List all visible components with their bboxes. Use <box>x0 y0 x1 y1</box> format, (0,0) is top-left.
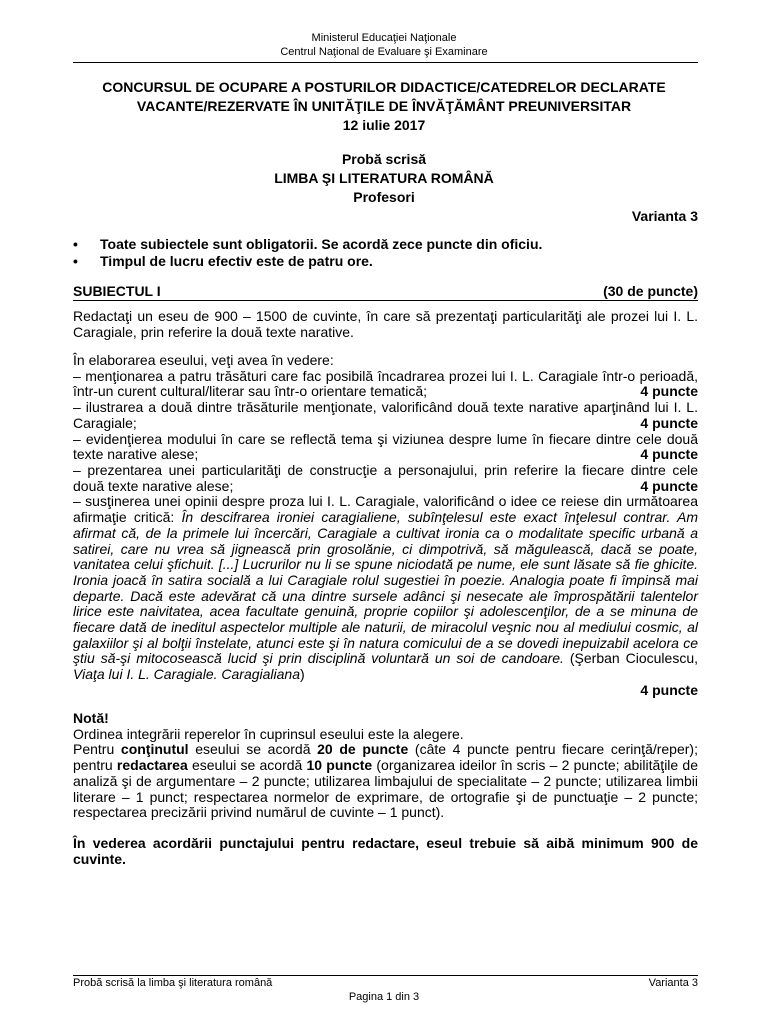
footer-left: Probă scrisă la limba şi literatura română <box>73 977 273 989</box>
requirement-critical-quote: – susţinerea unei opinii despre proza lui I. L. Caragiale, valorificând o idee ce reiese din următoarea afirmaţie critică: În descifrarea ironiei caragialiene, subînţelesul este exact înţelesul contrar. Am afirmat că, de la primele lui încercări, Caragiale a cultivat ironia ca o modalitate specific urbană a satirei, care nu vrea să jignească prin grosolănie, ci dimpotrivă, să măgulească, dacă se poate, vanitatea celui şfichuit. [...] Lucrurilor nu li se spune niciodată pe nume, ele sunt lăsate să fie ghicite. Ironia joacă în satira socială a lui Caragiale rolul sugestiei în poezie. Analogia poate fi împinsă mai departe. Dacă este adevărat că una dintre sursele adânci şi nesecate ale împrospătării talentelor lirice este naivitatea, acea facultate genuină, proprie copiilor şi adolescenţilor, de a se minuna de fiecare dată de ineditul aspectelor multiple ale naturii, de miracolul veşnic nou al mediului cosmic, al galaxiilor şi al bolţii înstelate, atunci este şi în natura comicului de a se dovedi inepuizabil acelora ce ştiu să-şi mitocosească lucid şi prin disciplină voluntară un soi de candoare. (Şerban Cioculescu, Viaţa lui I. L. Caragiale. Caragialiana) <box>73 493 698 683</box>
requirement-text: – menţionarea a patru trăsături care fac posibilă încadrarea prozei lui I. L. Caragiale într-o perioadă, într-un curent cultural/literar sau într-o orientare tematică; <box>73 367 698 400</box>
section-heading <box>73 283 698 301</box>
note-scoring: Pentru conţinutul eseului se acordă 20 de puncte (câte 4 puncte pentru fiecare cerinţă/reper); pentru redactarea eseului se acordă 10 puncte (organizarea ideilor în scris – 2 puncte; abilităţile de analiză şi de argumentare – 2 puncte; utilizarea limbajului de specialitate – 2 puncte; utilizarea limbii literare – 1 punct; respectarea normelor de exprimare, de ortografie şi de punctuaţie – 2 puncte; respectarea precizării privind numărul de cuvinte – 1 punct). <box>73 741 698 821</box>
requirement-points: 4 puncte <box>640 383 698 400</box>
title-line-1: CONCURSUL DE OCUPARE A POSTURILOR DIDACTICE/CATEDRELOR DECLARATE <box>102 79 666 95</box>
exam-audience: Profesori <box>353 189 415 205</box>
note-heading: Notă! <box>73 710 109 726</box>
requirement-points: 4 puncte <box>640 477 698 494</box>
footer-divider <box>73 975 698 976</box>
requirements-list <box>73 353 698 699</box>
bullet-icon: • <box>73 236 78 252</box>
footer-right: Varianta 3 <box>648 977 698 989</box>
variant-label: Varianta 3 <box>631 208 698 224</box>
requirement-text: – evidenţierea modului în care se reflectă tema şi viziunea despre lume în fiecare dintre cele două texte narative alese; <box>73 430 698 463</box>
title-date: 12 iulie 2017 <box>342 117 426 133</box>
requirement-text: – prezentarea unei particularităţi de construcţie a personajului, prin referire la fiecare dintre cele două texte narative alese; <box>73 461 698 494</box>
note-order: Ordinea integrării reperelor în cuprinsul eseului este la alegere. <box>73 725 464 742</box>
note-block <box>73 711 698 867</box>
requirement-points: 4 puncte <box>640 414 698 431</box>
title-line-2: VACANTE/REZERVATE ÎN UNITĂŢILE DE ÎNVĂŢĂMÂNT PREUNIVERSITAR <box>136 98 632 114</box>
requirements-title: În elaborarea eseului, veţi avea în vedere: <box>73 352 334 368</box>
requirement-text: – ilustrarea a două dintre trăsăturile menţionate, valorificând două texte narative aparţinând lui I. L. Caragiale; <box>73 399 698 431</box>
requirement-points: 4 puncte <box>640 681 698 698</box>
exam-subject: LIMBA ŞI LITERATURA ROMÂNĂ <box>274 170 494 186</box>
exam-type: Probă scrisă <box>341 151 427 167</box>
section-points: (30 de puncte) <box>603 283 698 299</box>
header-ministry: Ministerul Educaţiei Naţionale <box>311 32 457 44</box>
essay-task: Redactaţi un eseu de 900 – 1500 de cuvinte, în care să prezentaţi particularităţi ale prozei lui I. L. Caragiale, prin referire la două texte narative. <box>73 308 698 340</box>
requirement-points: 4 puncte <box>640 446 698 463</box>
quote-source: Viaţa lui I. L. Caragiale. Caragialiana <box>73 666 300 683</box>
header-center: Centrul Naţional de Evaluare şi Examinare <box>280 46 488 58</box>
bullet-icon: • <box>73 253 78 269</box>
note-minimum-words: În vederea acordării punctajului pentru redactare, eseul trebuie să aibă minimum 900 de cuvinte. <box>73 834 698 867</box>
section-name: SUBIECTUL I <box>73 283 161 299</box>
header-divider <box>73 62 698 63</box>
critic-quote: În descifrarea ironiei caragialiene, subînţelesul este exact înţelesul contrar. Am afirmat că, de la primele lui încercări, Caragiale a cultivat ironia ca o modalitate specific urbană a satirei, care nu vrea să jignească prin grosolănie, ci dimpotrivă, să măgulească, dacă se poate, vanitatea celui şfichuit. [...] Lucrurilor nu li se spune niciodată pe nume, ele sunt lăsate să fie ghicite. Ironia joacă în satira socială a lui Caragiale rolul sugestiei în poezie. Analogia poate fi împinsă mai departe. Dacă este adevărat că una dintre sursele adânci şi nesecate ale împrospătării talentelor lirice este naivitatea, acea facultate genuină, proprie copiilor şi adolescenţilor, de a se minuna de fiecare dată de ineditul aspectelor multiple ale naturii, de miracolul veşnic nou al mediului cosmic, al galaxiilor şi al bolţii înstelate, atunci este şi în natura comicului de a se dovedi inepuizabil acelora ce ştiu să-şi mitocosească lucid şi prin disciplină voluntară un soi de candoare. <box>73 509 698 667</box>
page-number: Pagina 1 din 3 <box>348 991 420 1003</box>
